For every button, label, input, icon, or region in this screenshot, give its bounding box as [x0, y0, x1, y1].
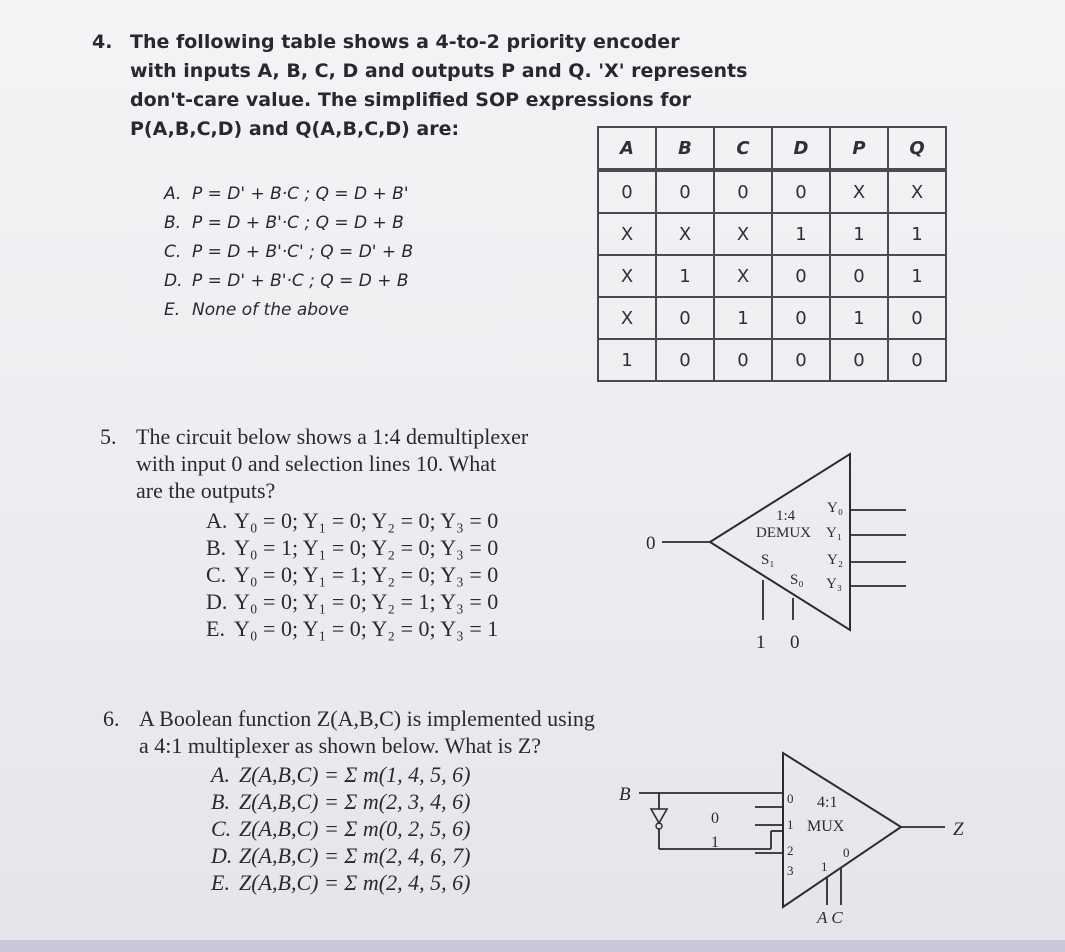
question-line: The following table shows a 4-to-2 priority encoder	[130, 31, 680, 53]
table-header-row	[598, 127, 946, 170]
mux-output-label: Z	[953, 819, 964, 840]
demux-y3-label: Y₃	[826, 576, 843, 592]
mux-select-labels: A C	[817, 908, 843, 927]
table-cell: 0	[772, 255, 830, 297]
table-cell: X	[656, 213, 714, 255]
table-cell: X	[714, 255, 772, 297]
demux-y1-label: Y₁	[826, 525, 843, 541]
header-p: P	[830, 127, 888, 170]
question-line: The circuit below shows a 1:4 demultiplexer	[136, 424, 529, 449]
table-cell: 0	[772, 297, 830, 339]
option-a[interactable]: A. Z(A,B,C) = Σ m(1, 4, 5, 6)	[211, 762, 471, 787]
demux-y2-label: Y₂	[827, 552, 844, 568]
table-cell: X	[830, 170, 888, 213]
table-cell: 1	[714, 297, 772, 339]
table-cell: 0	[656, 297, 714, 339]
mux-input-b-label: B	[619, 784, 631, 805]
question-number: 5.	[100, 424, 117, 449]
option-b[interactable]: B. P = D + B'·C ; Q = D + B	[164, 213, 404, 233]
demux-y0-label: Y₀	[827, 500, 844, 516]
question-line: with inputs A, B, C, D and outputs P and Q. 'X' represents	[130, 60, 748, 82]
option-a[interactable]: A. P = D' + B·C ; Q = D + B'	[164, 184, 409, 204]
table-cell: 1	[598, 339, 656, 381]
table-cell: 0	[772, 339, 830, 381]
table-cell: 1	[656, 255, 714, 297]
table-cell: 1	[830, 213, 888, 255]
table-cell: 0	[598, 170, 656, 213]
table-cell: 0	[830, 339, 888, 381]
table-cell: X	[598, 213, 656, 255]
table-cell: 1	[772, 213, 830, 255]
header-d: D	[772, 127, 830, 170]
question-line: P(A,B,C,D) and Q(A,B,C,D) are:	[130, 118, 460, 140]
mux-sel-hi-label: 1	[821, 859, 828, 874]
mux-title-name: MUX	[807, 818, 845, 835]
option-d[interactable]: D. Y₀ = 0; Y₁ = 0; Y₂ = 1; Y₃ = 0	[206, 589, 499, 614]
mux-const-1: 1	[711, 834, 719, 851]
demux-s0-label: S₀	[790, 572, 804, 588]
header-q: Q	[888, 127, 946, 170]
demux-input-label: 0	[646, 533, 656, 554]
table-row	[598, 339, 946, 381]
table-cell: 0	[714, 170, 772, 213]
mux-sel-lo-label: 0	[843, 845, 850, 860]
demux-title-ratio: 1:4	[776, 508, 796, 524]
table-row	[598, 170, 946, 213]
table-cell: 0	[656, 170, 714, 213]
header-a: A	[598, 127, 656, 170]
priority-encoder-truth-table	[597, 126, 947, 382]
table-cell: 0	[772, 170, 830, 213]
question-number: 6.	[103, 706, 120, 731]
question-number: 4.	[92, 31, 113, 53]
answer-options	[211, 761, 541, 896]
table-cell: 1	[888, 255, 946, 297]
question-text	[139, 705, 639, 759]
demux-diagram	[630, 440, 930, 670]
option-d[interactable]: D. Z(A,B,C) = Σ m(2, 4, 6, 7)	[211, 843, 471, 868]
table-cell: 0	[714, 339, 772, 381]
table-row	[598, 297, 946, 339]
table-row	[598, 255, 946, 297]
option-c[interactable]: C. Z(A,B,C) = Σ m(0, 2, 5, 6)	[211, 816, 471, 841]
option-e[interactable]: E. Z(A,B,C) = Σ m(2, 4, 5, 6)	[211, 870, 471, 895]
header-c: C	[714, 127, 772, 170]
inverter-triangle	[651, 809, 667, 823]
table-cell: 1	[830, 297, 888, 339]
mux-in1-label: 1	[787, 817, 794, 832]
option-d[interactable]: D. P = D' + B'·C ; Q = D + B	[164, 271, 409, 291]
answer-options	[164, 180, 484, 325]
table-cell: X	[598, 297, 656, 339]
option-e[interactable]: E. None of the above	[164, 300, 349, 320]
option-b[interactable]: B. Y₀ = 1; Y₁ = 0; Y₂ = 0; Y₃ = 0	[206, 535, 499, 560]
option-c[interactable]: C. Y₀ = 0; Y₁ = 1; Y₂ = 0; Y₃ = 0	[206, 562, 499, 587]
demux-title-name: DEMUX	[756, 525, 811, 541]
demux-select-1: 1	[756, 632, 766, 653]
question-text	[136, 423, 616, 504]
mux-const-0: 0	[711, 810, 719, 827]
mux-title-ratio: 4:1	[817, 794, 838, 811]
demux-s1-label: S₁	[761, 552, 775, 568]
table-cell: 0	[830, 255, 888, 297]
table-cell: 1	[888, 213, 946, 255]
option-e[interactable]: E. Y₀ = 0; Y₁ = 0; Y₂ = 0; Y₃ = 1	[206, 616, 499, 641]
demux-select-0: 0	[790, 632, 800, 653]
table-cell: 0	[888, 339, 946, 381]
option-b[interactable]: B. Z(A,B,C) = Σ m(2, 3, 4, 6)	[211, 789, 471, 814]
option-a[interactable]: A. Y₀ = 0; Y₁ = 0; Y₂ = 0; Y₃ = 0	[206, 508, 499, 533]
mux-in0-label: 0	[787, 791, 794, 806]
header-b: B	[656, 127, 714, 170]
question-line: with input 0 and selection lines 10. What	[136, 451, 497, 476]
option-c[interactable]: C. P = D + B'·C' ; Q = D' + B	[164, 242, 414, 262]
mux-diagram	[605, 745, 985, 935]
question-line: a 4:1 multiplexer as shown below. What is Z?	[139, 733, 542, 758]
mux-in2-label: 2	[787, 843, 794, 858]
question-line: A Boolean function Z(A,B,C) is implemented using	[139, 706, 595, 731]
table-cell: X	[598, 255, 656, 297]
table-cell: 0	[888, 297, 946, 339]
table-row	[598, 213, 946, 255]
table-cell: X	[888, 170, 946, 213]
table-cell: X	[714, 213, 772, 255]
demux-body	[710, 454, 850, 630]
screen-bottom-edge	[0, 940, 1065, 952]
question-line: don't-care value. The simplified SOP expressions for	[130, 89, 692, 111]
question-line: are the outputs?	[136, 478, 276, 503]
table-cell: 0	[656, 339, 714, 381]
answer-options	[206, 507, 536, 642]
mux-in3-label: 3	[787, 863, 794, 878]
